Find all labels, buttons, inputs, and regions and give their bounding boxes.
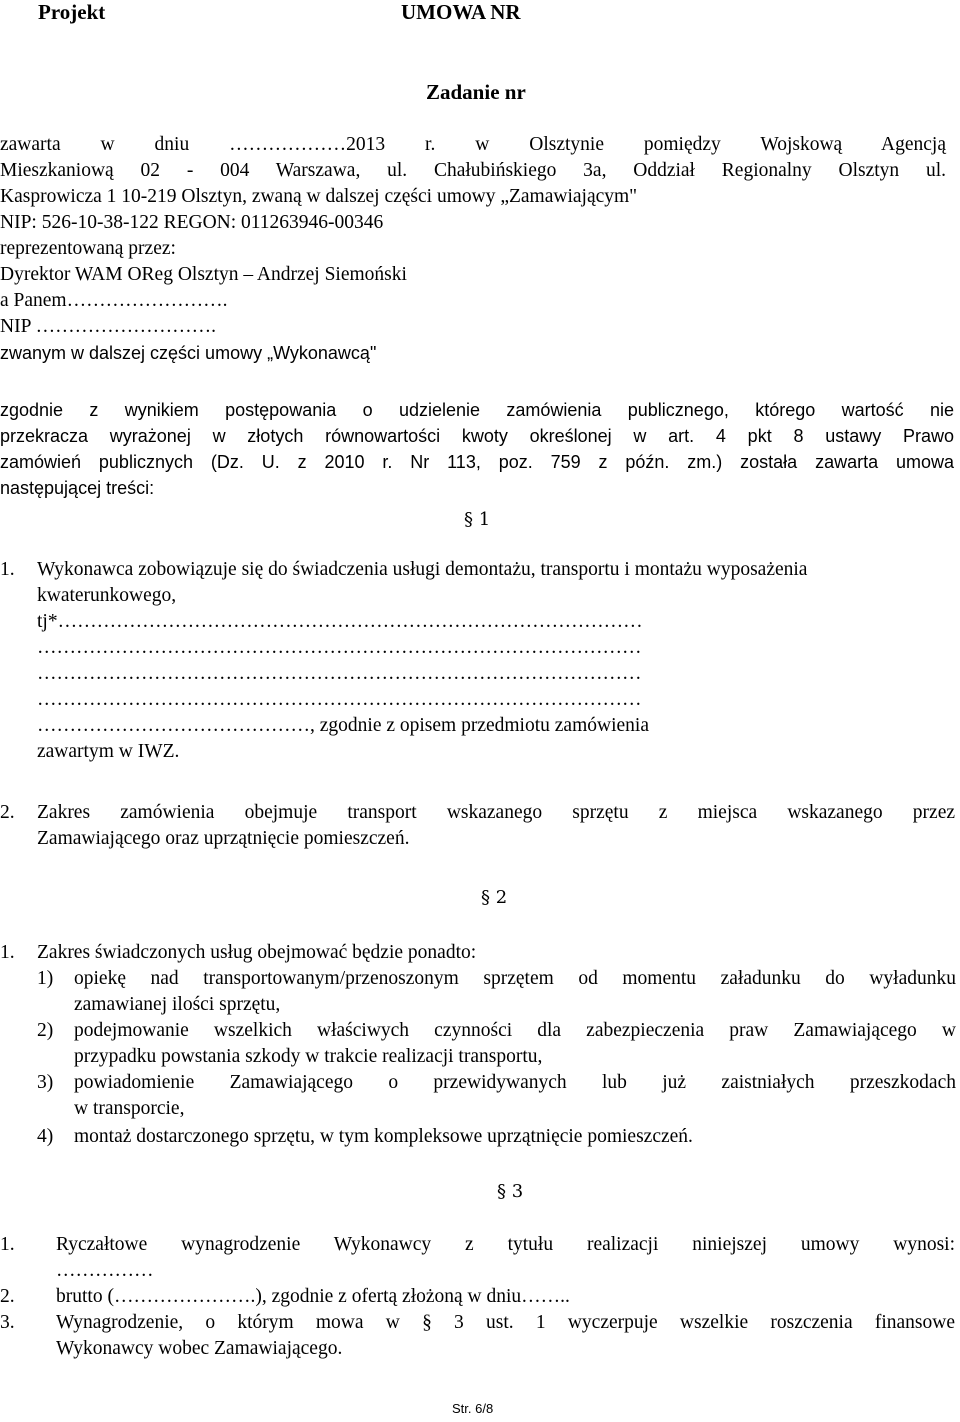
list-item-number: 1) [37, 968, 54, 989]
intro-line: a Panem……………………. [0, 290, 228, 311]
list-item-line: montaż dostarczonego sprzętu, w tym kompleksowe uprzątnięcie pomieszczeń. [74, 1126, 693, 1147]
list-item-line: opiekę nad transportowanym/przenoszonym sprzętem od momentu załadunku do wyładunku [74, 968, 956, 989]
paragraph-line: Zamawiającego oraz uprzątnięcie pomieszczeń. [37, 828, 410, 849]
paragraph-line: brutto (………………….), zgodnie z ofertą złożoną w dniu…….. [56, 1286, 570, 1307]
paragraph-line: Wynagrodzenie, o którym mowa w § 3 ust. 1 wyczerpuje wszelkie roszczenia finansowe [56, 1312, 955, 1333]
paragraph-line: zawartym w IWZ. [37, 741, 180, 762]
section-3-title: § 3 [497, 1181, 524, 1202]
paragraph-line: Zakres zamówienia obejmuje transport wskazanego sprzętu z miejsca wskazanego przez [37, 802, 955, 823]
paragraph-line: ……………………………………, zgodnie z opisem przedmiotu zamówienia [37, 715, 649, 736]
list-item-number: 2) [37, 1020, 54, 1041]
paragraph-line: Ryczałtowe wynagrodzenie Wykonawcy z tytułu realizacji niniejszej umowy wynosi: [56, 1234, 955, 1255]
fill-in-line: ………………………………………………………………………………… [37, 637, 642, 658]
paragraph-number: 2. [0, 802, 15, 823]
task-title: Zadanie nr [426, 80, 526, 104]
list-item-line: przypadku powstania szkody w trakcie realizacji transportu, [74, 1046, 543, 1067]
list-item-line: powiadomienie Zamawiającego o przewidywanych lub już zaistniałych przeszkodach [74, 1072, 956, 1093]
legal-line: zamówień publicznych (Dz. U. z 2010 r. Nr 113, poz. 759 z późn. zm.) została zawarta umowa [0, 452, 954, 472]
fill-in-line: tj*……………………………………………………………………………… [37, 611, 643, 632]
paragraph-number: 1. [0, 942, 15, 963]
list-item-line: w transporcie, [74, 1098, 185, 1119]
contract-title: UMOWA NR [401, 0, 521, 24]
intro-line: NIP ………………………. [0, 316, 216, 337]
legal-line: przekracza wyrażonej w złotych równowartości kwoty określonej w art. 4 pkt 8 ustawy Prawo [0, 426, 954, 446]
section-2-title: § 2 [481, 887, 508, 908]
page-number: Str. 6/8 [452, 1401, 494, 1416]
paragraph-line: Zakres świadczonych usług obejmować będzie ponadto: [37, 942, 477, 963]
paragraph-line: Wykonawca zobowiązuje się do świadczenia usługi demontażu, transportu i montażu wyposażenia [37, 559, 808, 580]
list-item-line: zamawianej ilości sprzętu, [74, 994, 281, 1015]
paragraph-number: 1. [0, 559, 15, 580]
section-1-title: § 1 [464, 509, 491, 530]
legal-line: następującej treści: [0, 478, 155, 498]
intro-line: Dyrektor WAM OReg Olsztyn – Andrzej Siemoński [0, 264, 407, 285]
fill-in-line: ………………………………………………………………………………… [37, 663, 642, 684]
project-label: Projekt [38, 0, 106, 24]
paragraph-line: kwaterunkowego, [37, 585, 177, 606]
intro-line: reprezentowaną przez: [0, 238, 176, 259]
paragraph-number: 2. [0, 1286, 15, 1307]
fill-in-line: …………… [56, 1260, 154, 1281]
intro-line: NIP: 526-10-38-122 REGON: 011263946-00346 [0, 212, 384, 233]
list-item-line: podejmowanie wszelkich właściwych czynności dla zabezpieczenia praw Zamawiającego w [74, 1020, 956, 1041]
intro-line: zwanym w dalszej części umowy „Wykonawcą" [0, 343, 377, 363]
list-item-number: 3) [37, 1072, 54, 1093]
paragraph-number: 3. [0, 1312, 15, 1333]
intro-line: Mieszkaniową 02 - 004 Warszawa, ul. Chałubińskiego 3a, Oddział Regionalny Olsztyn ul. [0, 160, 946, 181]
paragraph-number: 1. [0, 1234, 15, 1255]
paragraph-line: Wykonawcy wobec Zamawiającego. [56, 1338, 343, 1359]
intro-line: zawarta w dniu ………………2013 r. w Olsztynie pomiędzy Wojskową Agencją [0, 134, 946, 155]
list-item-number: 4) [37, 1126, 54, 1147]
intro-line: Kasprowicza 1 10-219 Olsztyn, zwaną w dalszej części umowy „Zamawiającym" [0, 186, 638, 207]
legal-line: zgodnie z wynikiem postępowania o udzielenie zamówienia publicznego, którego wartość nie [0, 400, 954, 420]
fill-in-line: ………………………………………………………………………………… [37, 689, 642, 710]
